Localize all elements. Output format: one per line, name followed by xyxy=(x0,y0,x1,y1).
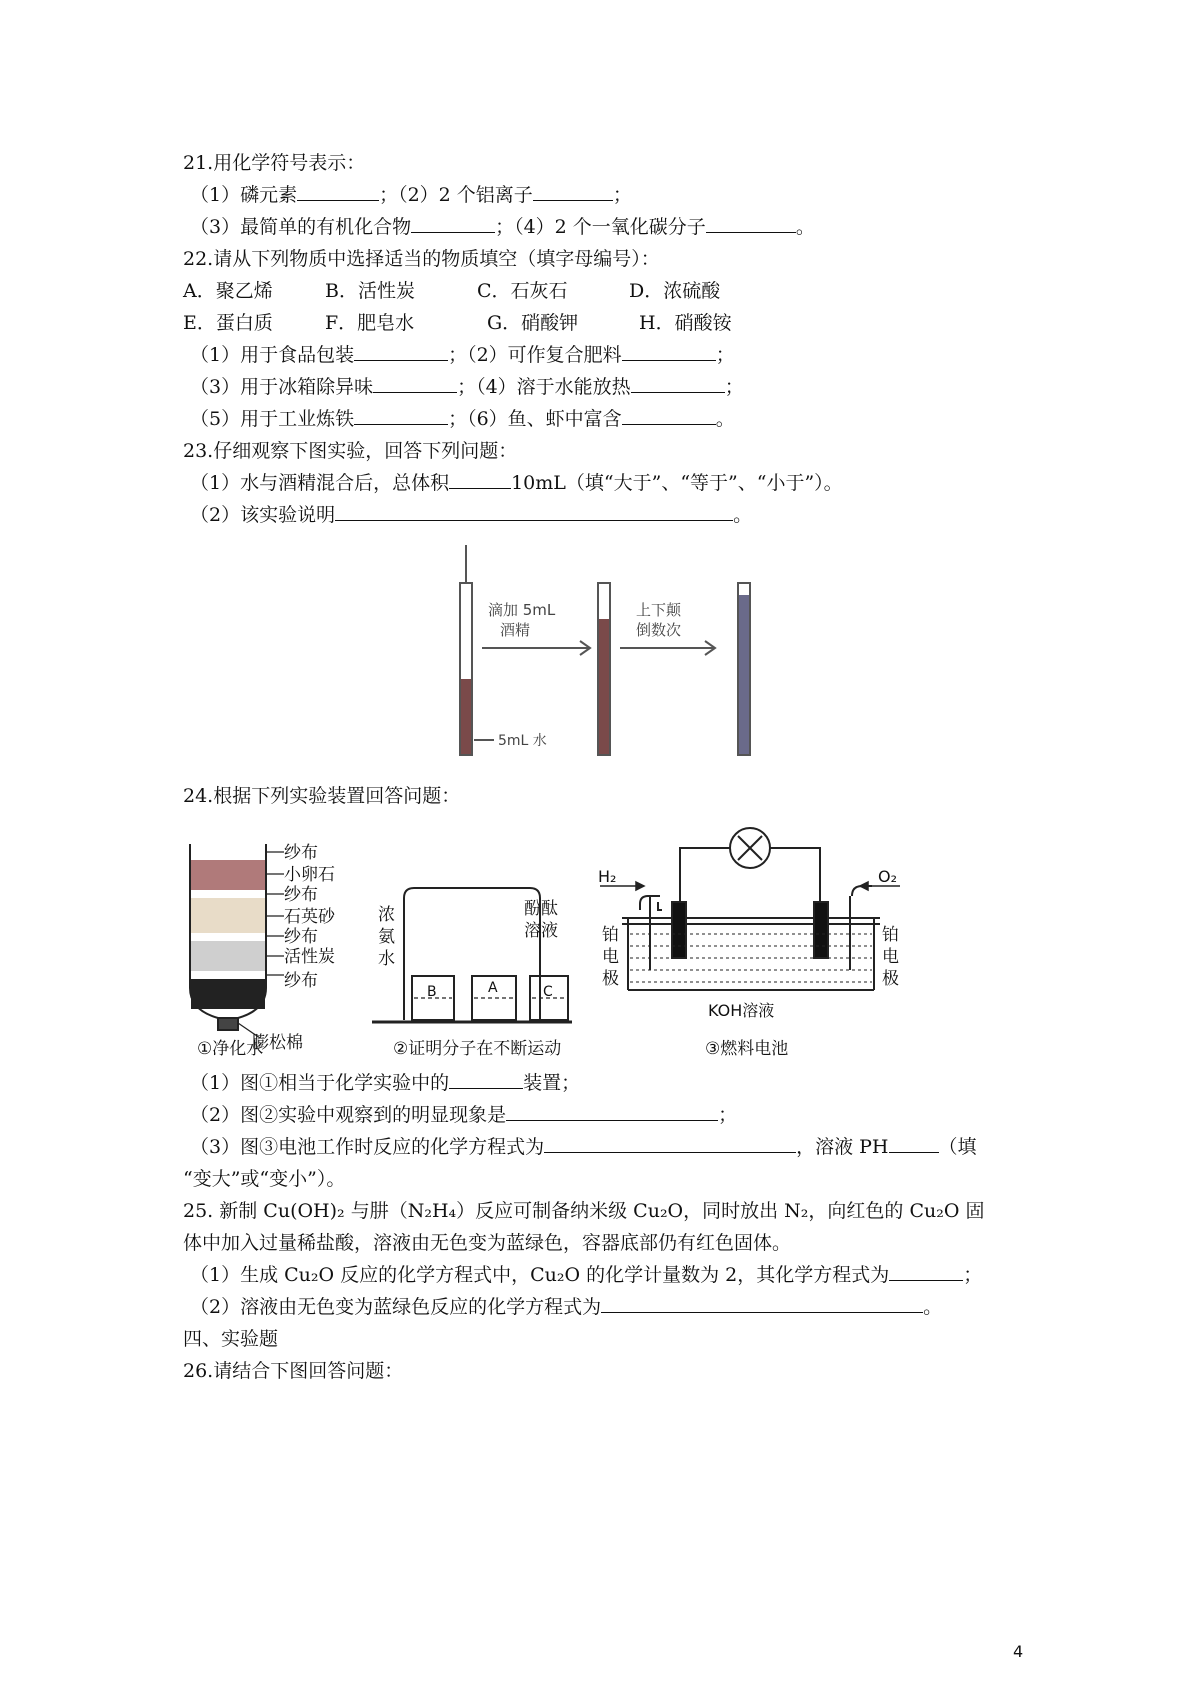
koh-solution-label: KOH溶液 xyxy=(708,1001,775,1020)
right-electrode-label-2: 电 xyxy=(882,947,899,967)
water-purifier-figure xyxy=(180,838,370,1058)
purifier-label-pebble: 小卵石 xyxy=(284,865,335,885)
q24-line2 xyxy=(190,1102,737,1128)
q24-line3 xyxy=(190,1134,977,1160)
q23-title: 23.仔细观察下图实验，回答下列问题： xyxy=(183,440,518,462)
q23-line1 xyxy=(190,470,843,496)
answer-blank[interactable] xyxy=(889,1262,963,1281)
q22-line3 xyxy=(190,406,735,432)
q21-title: 21.用化学符号表示： xyxy=(183,152,366,174)
tube-2-liquid xyxy=(599,619,609,754)
q22-end: 。 xyxy=(715,408,735,430)
q24-l1a: （1）图①相当于化学实验中的 xyxy=(190,1072,450,1094)
option-h: H．硝酸铵 xyxy=(639,312,732,334)
quartz-sand-layer xyxy=(191,898,265,933)
q22-l1a: （1）用于食品包装 xyxy=(190,344,355,366)
purifier-label-sand: 石英砂 xyxy=(284,907,335,927)
answer-blank[interactable] xyxy=(373,374,457,393)
mixing-experiment-figure xyxy=(440,535,780,765)
purifier-label-gauze-2: 纱布 xyxy=(284,885,318,905)
q24-line4: “变大”或“变小”）。 xyxy=(183,1168,346,1190)
beaker-c-label: C xyxy=(543,984,553,1000)
option-d: D．浓硫酸 xyxy=(629,280,721,302)
q26-title: 26.请结合下图回答问题： xyxy=(183,1360,404,1382)
answer-blank[interactable] xyxy=(297,182,379,201)
q24-l2b: ； xyxy=(718,1104,738,1126)
fig2-caption: ②证明分子在不断运动 xyxy=(393,1039,562,1059)
tube-1-water xyxy=(461,679,471,754)
fig3-caption: ③燃料电池 xyxy=(705,1039,789,1059)
q21-l2a: （3）最简单的有机化合物 xyxy=(190,216,412,238)
q22-l3a: （5）用于工业炼铁 xyxy=(190,408,355,430)
molecule-motion-figure xyxy=(372,880,572,1030)
purifier-label-gauze-1: 纱布 xyxy=(284,843,318,863)
q23-l2a: （2）该实验说明 xyxy=(190,504,336,526)
q22-line1 xyxy=(190,342,735,368)
q21-l2c: 。 xyxy=(795,216,815,238)
q21-l2b: ；（4）2 个一氧化碳分子 xyxy=(495,216,706,238)
beaker-b-label: B xyxy=(427,984,437,1000)
phenolphthalein-label-2: 溶液 xyxy=(524,921,558,941)
right-electrode-label-3: 极 xyxy=(882,969,899,989)
answer-blank[interactable] xyxy=(354,406,448,425)
q21-l1c: ； xyxy=(612,184,632,206)
answer-blank[interactable] xyxy=(706,214,796,233)
q23-l1a: （1）水与酒精混合后，总体积 xyxy=(190,472,450,494)
q25-l3a: （1）生成 Cu₂O 反应的化学方程式中，Cu₂O 的化学计量数为 2，其化学方程式为 xyxy=(190,1264,890,1286)
option-b: B．活性炭 xyxy=(325,280,415,302)
q22-semi: ； xyxy=(724,376,744,398)
purifier-label-gauze-4: 纱布 xyxy=(284,971,318,991)
q25-l3b: ； xyxy=(963,1264,983,1286)
oxygen-label: O₂ xyxy=(878,867,898,886)
answer-blank[interactable] xyxy=(411,214,495,233)
option-g: G．硝酸钾 xyxy=(487,312,579,334)
answer-blank[interactable] xyxy=(449,470,511,489)
q25-line2: 体中加入过量稀盐酸，溶液由无色变为蓝绿色，容器底部仍有红色固体。 xyxy=(183,1232,792,1254)
q24-l3b: ，溶液 PH xyxy=(796,1136,889,1158)
arrow1-label-2: 酒精 xyxy=(500,621,531,639)
q24-title: 24.根据下列实验装置回答问题： xyxy=(183,785,461,807)
q25-l4a: （2）溶液由无色变为蓝绿色反应的化学方程式为 xyxy=(190,1296,602,1318)
q22-l2b: ；（4）溶于水能放热 xyxy=(457,376,631,398)
ammonia-label-1: 浓 xyxy=(378,905,395,925)
answer-blank[interactable] xyxy=(335,502,733,521)
q25-line3 xyxy=(190,1262,982,1288)
arrow2-label-2: 倒数次 xyxy=(636,621,682,639)
cotton-layer xyxy=(191,979,265,1009)
right-electrode-label-1: 铂 xyxy=(882,925,899,945)
left-electrode-label-1: 铂 xyxy=(602,925,619,945)
q22-l2a: （3）用于冰箱除异味 xyxy=(190,376,374,398)
phenolphthalein-label-1: 酚酞 xyxy=(524,899,558,919)
answer-blank[interactable] xyxy=(506,1102,718,1121)
arrow2-label-1: 上下颠 xyxy=(636,601,682,619)
answer-blank[interactable] xyxy=(631,374,725,393)
q23-l1b: 10mL（填“大于”、“等于”、“小于”）。 xyxy=(511,472,843,494)
beaker-a-label: A xyxy=(488,980,498,996)
answer-blank[interactable] xyxy=(544,1134,796,1153)
answer-blank[interactable] xyxy=(449,1070,523,1089)
option-c: C．石灰石 xyxy=(477,280,568,302)
answer-blank[interactable] xyxy=(354,342,448,361)
answer-blank[interactable] xyxy=(622,406,716,425)
left-electrode-label-3: 极 xyxy=(602,969,619,989)
answer-blank[interactable] xyxy=(601,1294,923,1313)
page-number: 4 xyxy=(1013,1642,1024,1661)
purifier-label-cotton: 膨松棉 xyxy=(252,1033,303,1053)
q22-semi: ； xyxy=(715,344,735,366)
section-heading: 四、实验题 xyxy=(183,1328,279,1350)
purifier-label-gauze-3: 纱布 xyxy=(284,927,318,947)
ammonia-label-3: 水 xyxy=(378,949,395,969)
pebble-layer xyxy=(191,860,265,890)
q24-l3a: （3）图③电池工作时反应的化学方程式为 xyxy=(190,1136,545,1158)
activated-carbon-layer xyxy=(191,941,265,971)
tube-3-liquid xyxy=(739,595,749,754)
platinum-electrode-right xyxy=(814,902,828,958)
hydrogen-label: H₂ xyxy=(598,867,617,886)
q21-l1a: （1）磷元素 xyxy=(190,184,298,206)
q22-title: 22.请从下列物质中选择适当的物质填空（填字母编号）： xyxy=(183,248,660,270)
q23-l2b: 。 xyxy=(733,504,753,526)
q24-l1b: 装置； xyxy=(523,1072,581,1094)
q21-line1 xyxy=(190,182,632,208)
q22-options-row1 xyxy=(183,278,720,304)
option-e: E．蛋白质 xyxy=(183,312,273,334)
q25-line1: 25. 新制 Cu(OH)₂ 与肼（N₂H₄）反应可制备纳米级 Cu₂O，同时放出 N₂，向红色的 Cu₂O 固 xyxy=(183,1200,985,1222)
q22-options-row2 xyxy=(183,310,732,336)
answer-blank[interactable] xyxy=(533,182,613,201)
q22-l3b: ；（6）鱼、虾中富含 xyxy=(448,408,622,430)
q24-line1 xyxy=(190,1070,580,1096)
q22-l1b: ；（2）可作复合肥料 xyxy=(448,344,622,366)
platinum-electrode-left xyxy=(672,902,686,958)
q25-line4 xyxy=(190,1294,942,1320)
q21-l1b: ；（2）2 个铝离子 xyxy=(379,184,533,206)
q22-line2 xyxy=(190,374,744,400)
option-f: F．肥皂水 xyxy=(325,312,415,334)
q24-l3c: （填 xyxy=(938,1136,977,1158)
q21-line2 xyxy=(190,214,815,240)
answer-blank[interactable] xyxy=(622,342,716,361)
arrow1-label-1: 滴加 5mL xyxy=(488,601,556,619)
water-label: 5mL 水 xyxy=(498,733,547,749)
fig1-caption: ①净化水 xyxy=(197,1039,264,1059)
fuel-cell-figure xyxy=(600,820,900,1030)
q25-l4b: 。 xyxy=(923,1296,943,1318)
ammonia-label-2: 氨 xyxy=(378,927,395,947)
answer-blank[interactable] xyxy=(889,1134,939,1153)
left-electrode-label-2: 电 xyxy=(602,947,619,967)
option-a: A．聚乙烯 xyxy=(183,280,273,302)
purifier-label-carbon: 活性炭 xyxy=(284,947,335,967)
q23-line2 xyxy=(190,502,752,528)
q24-l2a: （2）图②实验中观察到的明显现象是 xyxy=(190,1104,507,1126)
